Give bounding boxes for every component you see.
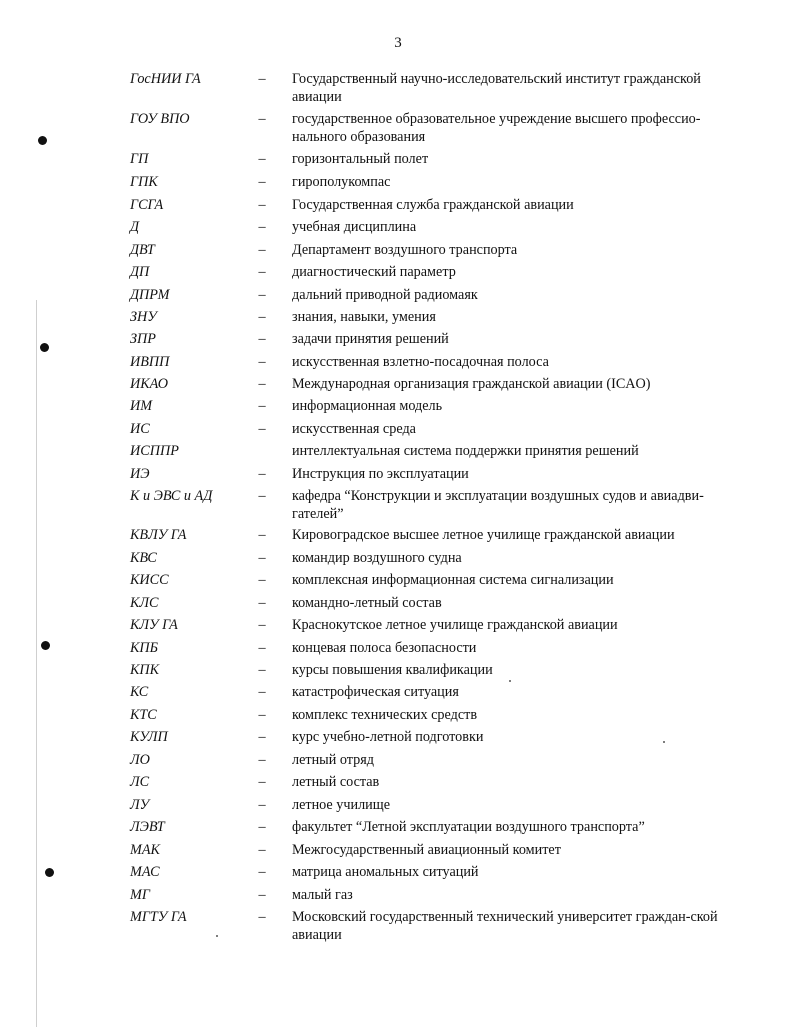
abbreviation: ЛС (130, 774, 150, 790)
abbreviation: КПК (130, 662, 160, 678)
definition: Краснокутское летное училище гражданской авиации (292, 617, 618, 633)
definition: кафедра “Конструкции и эксплуатации воздушных судов и авиадви-гателей” (292, 488, 704, 522)
abbreviation: К и ЭВС и АД (130, 488, 213, 504)
definition: катастрофическая ситуация (292, 684, 459, 700)
abbreviation: ИЭ (130, 466, 150, 482)
definition: комплексная информационная система сигнализации (292, 572, 614, 588)
abbreviation: КС (130, 684, 149, 700)
dash-separator: – (258, 242, 266, 258)
abbreviation: КВЛУ ГА (130, 527, 187, 543)
dash-separator: – (258, 197, 266, 213)
abbreviation: КИСС (130, 572, 169, 588)
dash-separator: – (258, 466, 266, 482)
dash-separator: – (258, 331, 266, 347)
abbreviation: ДВТ (130, 242, 155, 258)
dash-separator: – (258, 219, 266, 235)
dash-separator: – (258, 662, 266, 678)
dash-separator: – (258, 488, 266, 504)
definition: курсы повышения квалификации (292, 662, 493, 678)
definition: летный состав (292, 774, 380, 790)
dash-separator: – (258, 354, 266, 370)
definition: Государственный научно-исследовательский институт гражданской авиации (292, 71, 701, 105)
dash-separator: – (258, 421, 266, 437)
abbreviation: ДПРМ (130, 287, 170, 303)
dash-separator: – (258, 819, 266, 835)
abbreviation: ИС (130, 421, 150, 437)
definition: летный отряд (292, 752, 374, 768)
definition: Государственная служба гражданской авиации (292, 197, 574, 213)
dash-separator: – (258, 595, 266, 611)
definition: задачи принятия решений (292, 331, 449, 347)
abbreviation: КЛС (130, 595, 159, 611)
dash-separator: – (258, 398, 266, 414)
definition: диагностический параметр (292, 264, 456, 280)
dash-separator: – (258, 174, 266, 190)
abbreviation: ИВПП (130, 354, 170, 370)
abbreviation: КТС (130, 707, 157, 723)
abbreviation: ГосНИИ ГА (130, 71, 201, 87)
abbreviation: МГ (130, 887, 150, 903)
definition: учебная дисциплина (292, 219, 417, 235)
definition: матрица аномальных ситуаций (292, 864, 479, 880)
abbreviation: КЛУ ГА (130, 617, 178, 633)
dash-separator: – (258, 617, 266, 633)
abbreviation: МАК (130, 842, 160, 858)
definition: командно-летный состав (292, 595, 442, 611)
dash-separator: – (258, 527, 266, 543)
definition: информационная модель (292, 398, 443, 414)
dash-separator: – (258, 151, 266, 167)
definition: курс учебно-летной подготовки (292, 729, 484, 745)
abbreviation: ИКАО (130, 376, 169, 392)
definition: концевая полоса безопасности (292, 640, 477, 656)
definition: дальний приводной радиомаяк (292, 287, 478, 303)
abbreviation: ЛО (130, 752, 150, 768)
abbreviation: МАС (130, 864, 160, 880)
definition: Межгосударственный авиационный комитет (292, 842, 561, 858)
dash-separator: – (258, 887, 266, 903)
definition: комплекс технических средств (292, 707, 478, 723)
abbreviation: ГПК (130, 174, 158, 190)
dash-separator: – (258, 909, 266, 925)
punch-hole (38, 136, 47, 145)
definition: летное училище (292, 797, 390, 813)
dash-separator: – (258, 309, 266, 325)
abbreviation: ИМ (130, 398, 153, 414)
definition: искусственная взлетно-посадочная полоса (292, 354, 549, 370)
definition: горизонтальный полет (292, 151, 429, 167)
dash-separator: – (258, 287, 266, 303)
abbreviation: КПБ (130, 640, 159, 656)
dash-separator: – (258, 707, 266, 723)
abbreviation: ГСГА (130, 197, 164, 213)
definition: государственное образовательное учреждение высшего профессио-нального образования (292, 111, 701, 145)
punch-hole (40, 343, 49, 352)
abbreviation: ГП (130, 151, 149, 167)
definition: Инструкция по эксплуатации (292, 466, 469, 482)
definition: знания, навыки, умения (292, 309, 436, 325)
dash-separator: – (258, 729, 266, 745)
dash-separator: – (258, 572, 266, 588)
abbreviation: МГТУ ГА (130, 909, 187, 925)
dash-separator: – (258, 864, 266, 880)
dash-separator: – (258, 376, 266, 392)
definition: интеллектуальная система поддержки принятия решений (292, 443, 639, 459)
abbreviation: КВС (130, 550, 157, 566)
scan-speck (509, 680, 511, 682)
scan-speck (216, 935, 218, 937)
abbreviation: ЗПР (130, 331, 156, 347)
dash-separator: – (258, 774, 266, 790)
page-number: 3 (394, 35, 402, 51)
dash-separator: – (258, 264, 266, 280)
abbreviation: ДП (130, 264, 150, 280)
definition: малый газ (292, 887, 353, 903)
abbreviation: КУЛП (130, 729, 168, 745)
dash-separator: – (258, 640, 266, 656)
dash-separator: – (258, 797, 266, 813)
dash-separator: – (258, 550, 266, 566)
definition: гирополукомпас (292, 174, 391, 190)
abbreviation: ГОУ ВПО (130, 111, 190, 127)
definition: Международная организация гражданской авиации (ICAO) (292, 376, 651, 392)
dash-separator: – (258, 752, 266, 768)
definition: командир воздушного судна (292, 550, 462, 566)
dash-separator: – (258, 111, 266, 127)
scan-speck (663, 741, 665, 743)
definition: Кировоградское высшее летное училище гражданской авиации (292, 527, 675, 543)
abbreviation: Д (130, 219, 140, 235)
punch-hole (45, 868, 54, 877)
definition: факультет “Летной эксплуатации воздушного транспорта” (292, 819, 645, 835)
abbreviation: ЗНУ (130, 309, 157, 325)
definition: Московский государственный технический университет граждан-ской авиации (292, 909, 718, 943)
margin-line (36, 300, 37, 1027)
definition: искусственная среда (292, 421, 416, 437)
abbreviation: ЛУ (130, 797, 150, 813)
abbreviation: ИСППР (130, 443, 179, 459)
abbreviation: ЛЭВТ (130, 819, 165, 835)
punch-hole (41, 641, 50, 650)
definition: Департамент воздушного транспорта (292, 242, 518, 258)
dash-separator: – (258, 842, 266, 858)
dash-separator: – (258, 71, 266, 87)
dash-separator: – (258, 684, 266, 700)
